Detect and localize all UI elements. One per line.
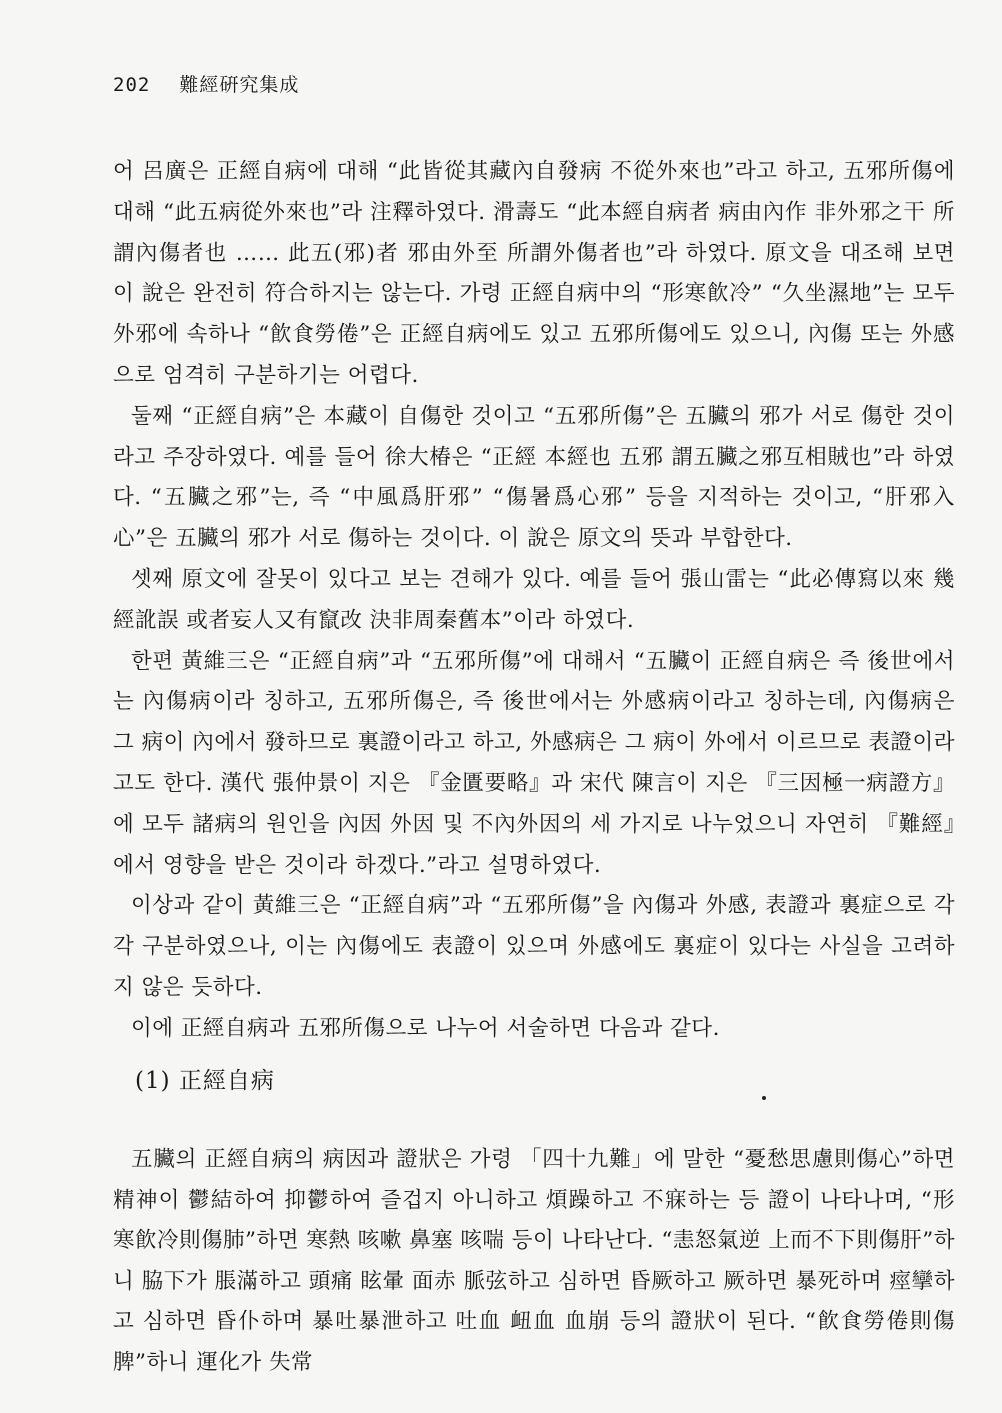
paragraph: 이상과 같이 黃維三은 “正經自病”과 “五邪所傷”을 內傷과 外感, 表證과 裏症으로 각각 구분하였으나, 이는 內傷에도 表證이 있으며 外感에도 裏症이 있다는 사실을 고려하지 않은 듯하다. [113, 893, 955, 1000]
paragraph: 어 呂廣은 正經自病에 대해 “此皆從其藏內自發病 不從外來也”라고 하고, 五邪所傷에 대해 “此五病從外來也”라 注釋하였다. 滑壽도 “此本經自病者 病由內作 非外邪之干 所謂內傷者也 …… 此五(邪)者 邪由外至 所謂外傷者也”라 하였다. 原文을 대조해 보면 이 說은 완전히 符合하지는 않는다. 가령 正經自病中의 “形寒飮冷” “久坐濕地”는 모두 外邪에 속하나 “飮食勞倦”은 正經自病에도 있고 五邪所傷에도 있으니, 內傷 또는 外感으로 엄격히 구분하기는 어렵다. [113, 159, 955, 388]
paragraph: 五臟의 正經自病의 病因과 證狀은 가령 「四十九難」에 말한 “憂愁思慮則傷心”하면 精神이 鬱結하여 抑鬱하여 즐겁지 아니하고 煩躁하고 不寐하는 등 證이 나타나며, “形寒飮冷則傷肺”하면 寒熱 咳嗽 鼻塞 咳喘 등이 나타난다. “恚怒氣逆 上而不下則傷肝”하니 脇下가 脹滿하고 頭痛 眩暈 面赤 脈弦하고 심하면 昏厥하고 厥하면 暴死하며 痙攣하고 심하면 昏仆하며 暴吐暴泄하고 吐血 衄血 血崩 등의 證狀이 된다. “飮食勞倦則傷脾”하니 運化가 失常 [113, 1147, 955, 1375]
paragraph: 한편 黃維三은 “正經自病”과 “五邪所傷”에 대해서 “五臟이 正經自病은 즉 後世에서는 內傷病이라 칭하고, 五邪所傷은, 즉 後世에서는 外感病이라고 칭하는데, 內傷病은 그 病이 內에서 發하므로 裏證이라고 하고, 外感病은 그 病이 外에서 이르므로 表證이라고도 한다. 漢代 張仲景이 지은 『金匱要略』과 宋代 陳言이 지은 『三因極一病證方』에 모두 諸病의 원인을 內因 外因 및 不內外因의 세 가지로 나누었으니 자연히 『難經』에서 영향을 받은 것이라 하겠다.”라고 설명하였다. [113, 648, 955, 878]
section-heading: (1) 正經自病 [135, 1068, 275, 1094]
paragraph: 이에 正經自病과 五邪所傷으로 나누어 서술하면 다음과 같다. [131, 1015, 720, 1041]
book-title: 難經硏究集成 [179, 74, 300, 96]
page-header [113, 70, 299, 97]
stray-mark [762, 1096, 766, 1100]
page-number: 202 [113, 74, 151, 96]
body-text [113, 152, 955, 1050]
section-body [113, 1140, 955, 1383]
paragraph: 셋째 原文에 잘못이 있다고 보는 견해가 있다. 예를 들어 張山雷는 “此必傳寫以來 幾經訛誤 或者妄人又有竄改 決非周秦舊本”이라 하였다. [113, 566, 955, 633]
paragraph: 둘째 “正經自病”은 本藏이 自傷한 것이고 “五邪所傷”은 五臟의 邪가 서로 傷한 것이라고 주장하였다. 예를 들어 徐大椿은 “正經 本經也 五邪 謂五臟之邪互相賊也”라 하였다. “五臟之邪”는, 즉 “中風爲肝邪” “傷暑爲心邪” 등을 지적하는 것이고, “肝邪入心”은 五臟의 邪가 서로 傷하는 것이다. 이 說은 原文의 뜻과 부합한다. [113, 403, 955, 552]
